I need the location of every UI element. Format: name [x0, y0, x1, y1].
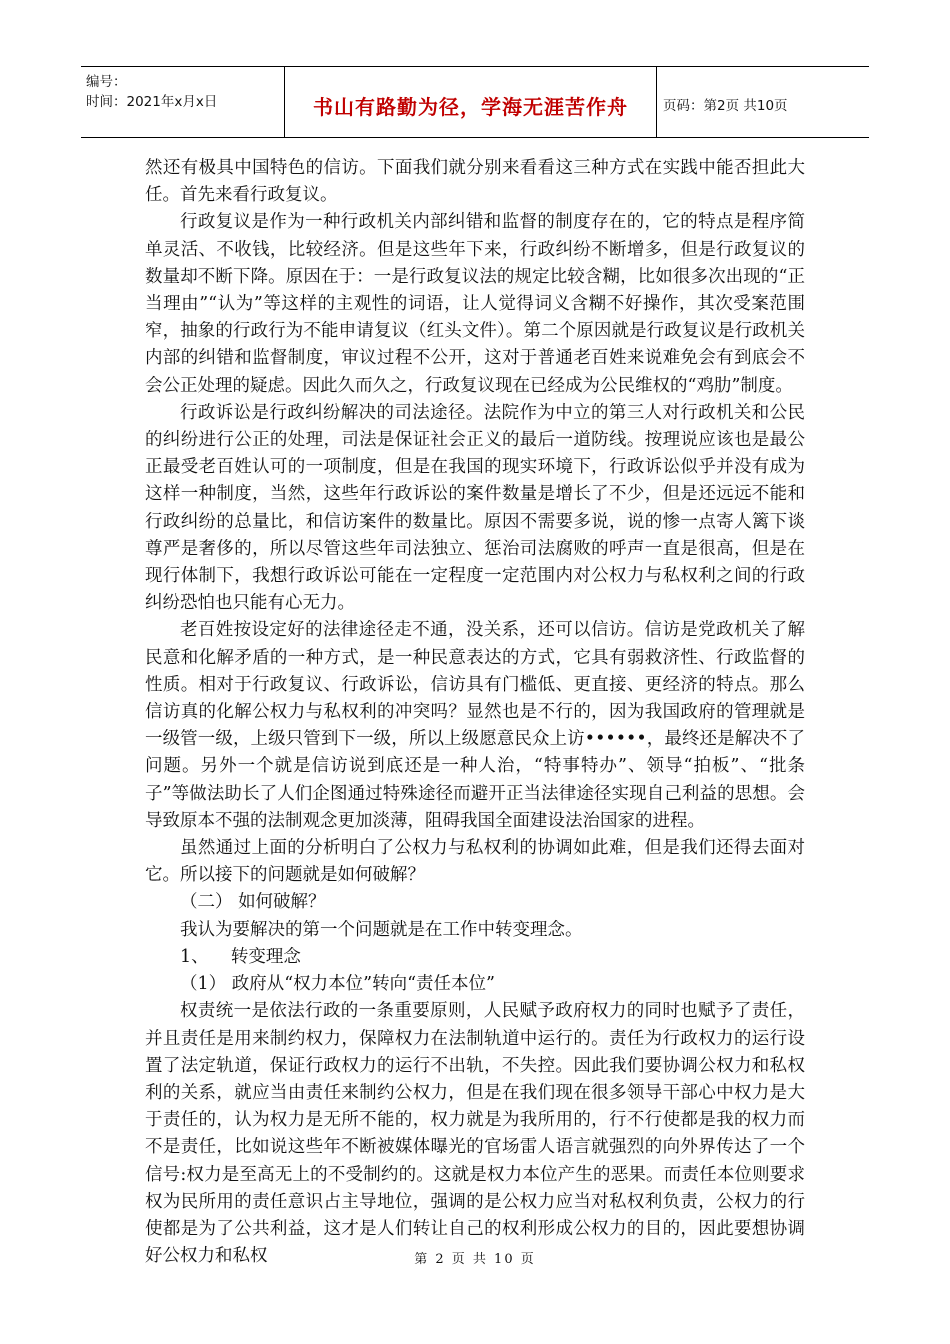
body-paragraph: 行政复议是作为一种行政机关内部纠错和监督的制度存在的，它的特点是程序简单灵活、不收钱，比较经济。但是这些年下来，行政纠纷不断增多，但是行政复议的数量却不断下降。原因在于：一是行政复议法的规定比较含糊，比如很多次出现的“正当理由”“认为”等这样的主观性的词语，让人觉得词义含糊不好操作，其次受案范围窄，抽象的行政行为不能申请复议（红头文件）。第二个原因就是行政复议是行政机关内部的纠错和监督制度，审议过程不公开，这对于普通老百姓来说难免会有到底会不会公正处理的疑虑。因此久而久之，行政复议现在已经成为公民维权的“鸡肋”制度。	[145, 212, 805, 396]
header-motto: 书山有路勤为径，学海无涯苦作舟	[313, 94, 628, 119]
page-footer	[0, 1248, 950, 1267]
footer-page-number: 第 2 页 共 10 页	[414, 1252, 536, 1267]
subsection-heading: （1） 政府从“权力本位”转向“责任本位”	[180, 974, 495, 995]
header-page-number: 页码：第2页 共10页	[663, 98, 788, 114]
body-paragraph: 虽然通过上面的分析明白了公权力与私权利的协调如此难，但是我们还得去面对它。所以接下的问题就是如何破解？	[145, 838, 805, 886]
document-time-label: 时间：2021年x月x日	[86, 94, 218, 110]
document-number-label: 编号：	[86, 74, 127, 90]
body-paragraph: 权责统一是依法行政的一条重要原则，人民赋予政府权力的同时也赋予了责任，并且责任是用来制约权力，保障权力在法制轨道中运行的。责任为行政权力的运行设置了法定轨道，保证行政权力的运行不出轨，不失控。因此我们要协调公权力和私权利的关系，就应当由责任来制约公权力，但是在我们现在很多领导干部心中权力是大于责任的，认为权力是无所不能的，权力就是为我所用的，行不行使都是我的权力而不是责任，比如说这些年不断被媒体曝光的官场雷人语言就强烈的向外界传达了一个信号:权力是至高无上的不受制约的。这就是权力本位产生的恶果。而责任本位则要求权为民所用的责任意识占主导地位，强调的是公权力应当对私权利负责，公权力的行使都是为了公共利益，这才是人们转让自己的权利形成公权力的目的，因此要想协调好公权力和私权	[145, 1001, 805, 1267]
document-body	[145, 155, 805, 1270]
header-motto-cell	[284, 67, 657, 137]
section-heading: （二） 如何破解？	[180, 892, 326, 913]
subsection-heading: 1、 转变理念	[180, 946, 301, 967]
body-paragraph: 行政诉讼是行政纠纷解决的司法途径。法院作为中立的第三人对行政机关和公民的纠纷进行公正的处理，司法是保证社会正义的最后一道防线。按理说应该也是最公正最受老百姓认可的一项制度，但是在我国的现实环境下，行政诉讼似乎并没有成为这样一种制度，当然，这些年行政诉讼的案件数量是增长了不少，但是还远远不能和行政纠纷的总量比，和信访案件的数量比。原因不需要多说，说的惨一点寄人篱下谈尊严是奢侈的，所以尽管这些年司法独立、惩治司法腐败的呼声一直是很高，但是在现行体制下，我想行政诉讼可能在一定程度一定范围内对公权力与私权利之间的行政纠纷恐怕也只能有心无力。	[145, 402, 805, 614]
header-page-cell	[657, 67, 869, 137]
body-paragraph: 老百姓按设定好的法律途径走不通，没关系，还可以信访。信访是党政机关了解民意和化解矛盾的一种方式，是一种民意表达的方式，它具有弱救济性、行政监督的性质。相对于行政复议、行政诉讼，信访具有门槛低、更直接、更经济的特点。那么信访真的化解公权力与私权利的冲突吗？显然也是不行的，因为我国政府的管理就是一级管一级，上级只管到下一级，所以上级愿意民众上访••••••，最终还是解决不了问题。另外一个就是信访说到底还是一种人治，“特事特办”、领导“拍板”、“批条子”等做法助长了人们企图通过特殊途径而避开正当法律途径实现自己利益的思想。会导致原本不强的法制观念更加淡薄，阻碍我国全面建设法治国家的进程。	[145, 620, 805, 831]
header-meta	[81, 67, 284, 137]
body-paragraph: 然还有极具中国特色的信访。下面我们就分别来看看这三种方式在实践中能否担此大任。首先来看行政复议。	[145, 158, 805, 206]
page-header	[81, 66, 869, 138]
body-paragraph: 我认为要解决的第一个问题就是在工作中转变理念。	[180, 919, 583, 940]
